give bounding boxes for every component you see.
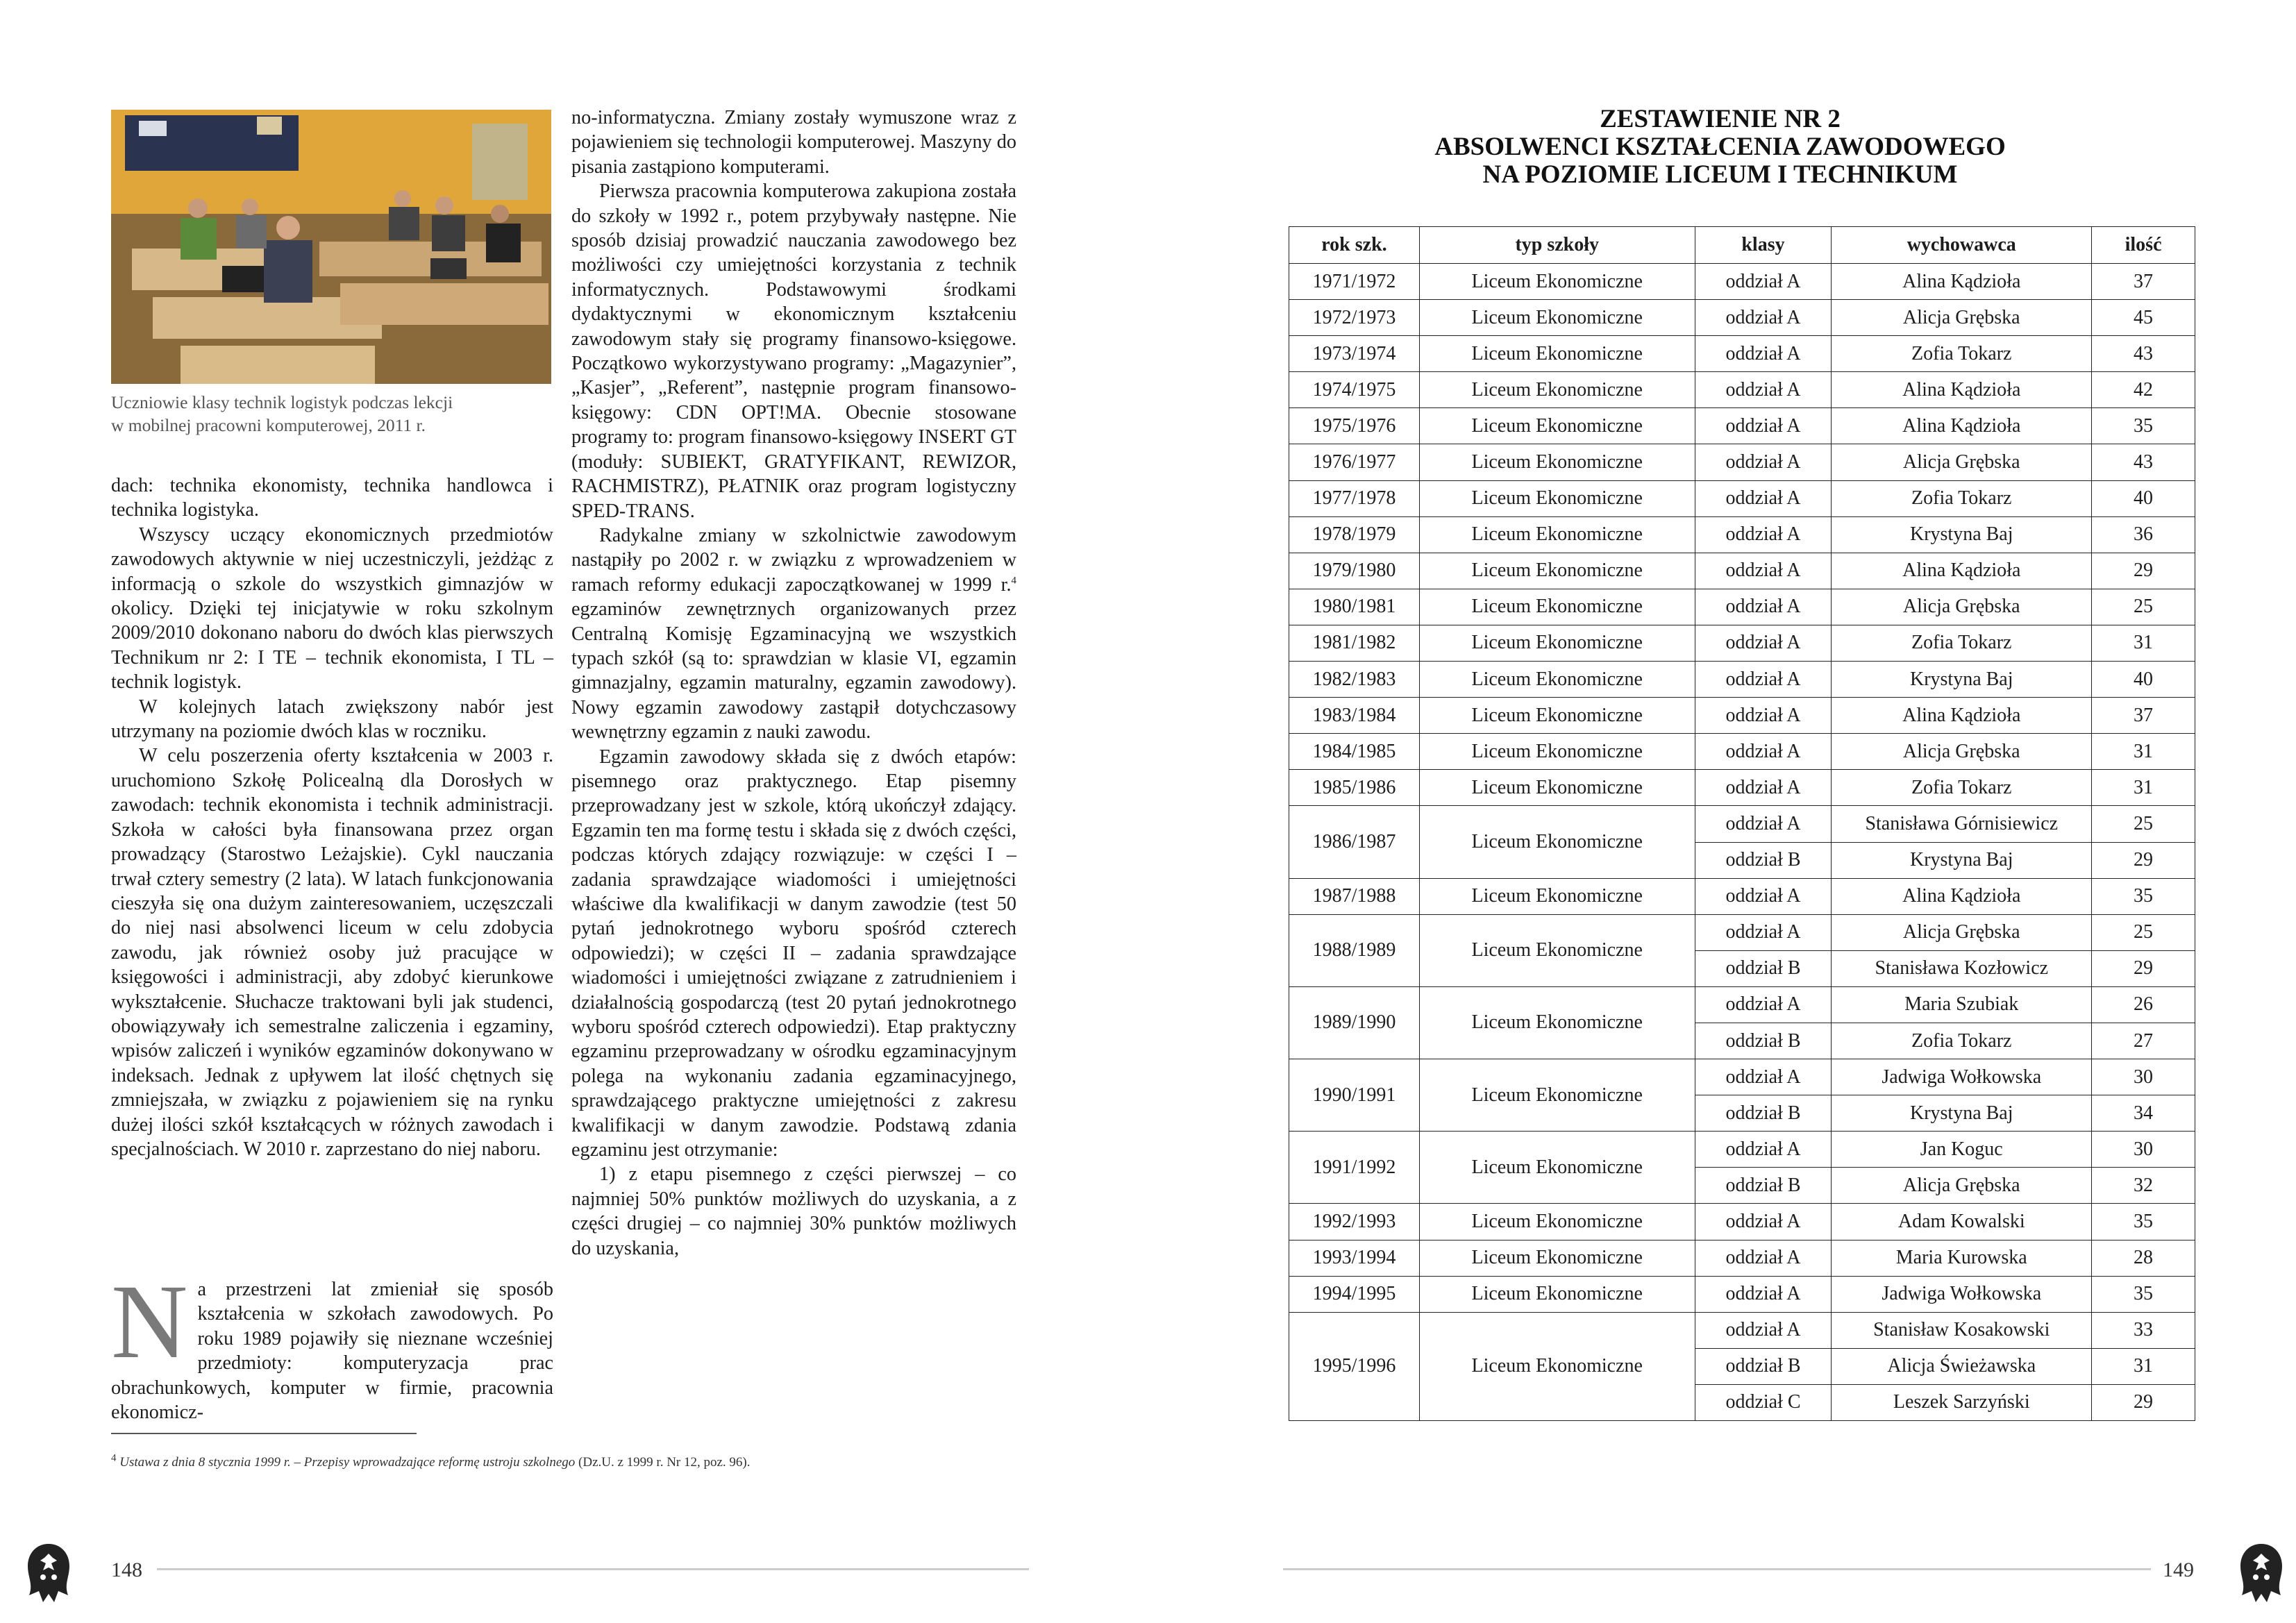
cell-teacher: Alicja Grębska	[1832, 589, 2092, 625]
cell-class: oddział A	[1695, 625, 1832, 661]
cell-class: oddział A	[1695, 444, 1832, 480]
cell-school-type: Liceum Ekonomiczne	[1419, 300, 1695, 336]
cell-year: 1980/1981	[1289, 589, 1420, 625]
footnote-rule	[111, 1433, 417, 1434]
cell-teacher: Alicja Grębska	[1832, 914, 2092, 950]
cell-count: 37	[2092, 698, 2195, 734]
table-row	[1289, 662, 2195, 698]
cell-year: 1977/1978	[1289, 480, 1420, 516]
cell-year: 1979/1980	[1289, 553, 1420, 589]
cell-school-type: Liceum Ekonomiczne	[1419, 625, 1695, 661]
cell-count: 30	[2092, 1132, 2195, 1168]
cell-count: 25	[2092, 806, 2195, 842]
cell-count: 31	[2092, 734, 2195, 770]
cell-class: oddział A	[1695, 336, 1832, 372]
paragraph: 1) z etapu pisemnego z części pierwszej – co najmniej 50% punktów możliwych do uzyskania, a z części drugiej – co najmniej 30% punktów możliwych do uzyskania,	[571, 1163, 1016, 1259]
school-emblem-icon	[2228, 1540, 2295, 1606]
cell-year: 1992/1993	[1289, 1204, 1420, 1240]
cell-year: 1989/1990	[1289, 986, 1420, 1059]
table-row	[1289, 372, 2195, 408]
cell-count: 29	[2092, 553, 2195, 589]
cell-class: oddział B	[1695, 1168, 1832, 1204]
cell-year: 1994/1995	[1289, 1276, 1420, 1312]
cell-class: oddział A	[1695, 986, 1832, 1023]
cell-class: oddział A	[1695, 1204, 1832, 1240]
table-row	[1289, 336, 2195, 372]
cell-count: 40	[2092, 480, 2195, 516]
table-row	[1289, 734, 2195, 770]
table-row	[1289, 480, 2195, 516]
cell-teacher: Alicja Grębska	[1832, 1168, 2092, 1204]
paragraph-with-footnote	[571, 523, 1016, 745]
classroom-photo-image	[111, 110, 551, 384]
cell-year: 1972/1973	[1289, 300, 1420, 336]
cell-class: oddział A	[1695, 698, 1832, 734]
cell-year: 1985/1986	[1289, 770, 1420, 806]
column-header: typ szkoły	[1419, 227, 1695, 264]
cell-year: 1976/1977	[1289, 444, 1420, 480]
cell-count: 36	[2092, 516, 2195, 553]
cell-year: 1973/1974	[1289, 336, 1420, 372]
footnote-title: Ustawa z dnia 8 stycznia 1999 r. – Przepisy wprowadzające reformę ustroju szkolnego	[119, 1455, 576, 1470]
cell-teacher: Krystyna Baj	[1832, 1095, 2092, 1132]
table-row	[1289, 1204, 2195, 1240]
cell-school-type: Liceum Ekonomiczne	[1419, 553, 1695, 589]
table-row	[1289, 625, 2195, 661]
cell-year: 1995/1996	[1289, 1312, 1420, 1420]
cell-teacher: Maria Kurowska	[1832, 1240, 2092, 1276]
cell-teacher: Zofia Tokarz	[1832, 770, 2092, 806]
cell-count: 30	[2092, 1059, 2195, 1095]
cell-teacher: Jadwiga Wołkowska	[1832, 1059, 2092, 1095]
cell-count: 25	[2092, 589, 2195, 625]
caption-line: w mobilnej pracowni komputerowej, 2011 r.	[111, 415, 426, 435]
cell-class: oddział A	[1695, 1312, 1832, 1348]
cell-teacher: Jan Koguc	[1832, 1132, 2092, 1168]
cell-teacher: Adam Kowalski	[1832, 1204, 2092, 1240]
table-row	[1289, 806, 2195, 842]
cell-class: oddział A	[1695, 734, 1832, 770]
cell-teacher: Jadwiga Wołkowska	[1832, 1276, 2092, 1312]
cell-teacher: Stanisława Górnisiewicz	[1832, 806, 2092, 842]
cell-class: oddział A	[1695, 264, 1832, 300]
paragraph-text: Radykalne zmiany w szkolnictwie zawodowym nastąpiły po 2002 r. w związku z wprowadzeniem w ramach reformy edukacji zapoczątkowanej w 1999 r.	[571, 524, 1016, 596]
cell-count: 27	[2092, 1023, 2195, 1059]
cell-school-type: Liceum Ekonomiczne	[1419, 264, 1695, 300]
cell-year: 1982/1983	[1289, 662, 1420, 698]
cell-count: 29	[2092, 1384, 2195, 1420]
text-column-2	[571, 106, 1016, 1261]
table-row	[1289, 516, 2195, 553]
table-row	[1289, 986, 2195, 1023]
table-title	[1280, 106, 2161, 189]
cell-class: oddział A	[1695, 480, 1832, 516]
table-row	[1289, 1059, 2195, 1095]
footer-rule	[1283, 1568, 2151, 1570]
table-row	[1289, 1132, 2195, 1168]
cell-school-type: Liceum Ekonomiczne	[1419, 986, 1695, 1059]
table-row	[1289, 444, 2195, 480]
cell-class: oddział B	[1695, 1023, 1832, 1059]
page-number: 148	[111, 1558, 142, 1581]
cell-count: 42	[2092, 372, 2195, 408]
table-row	[1289, 300, 2195, 336]
cell-year: 1990/1991	[1289, 1059, 1420, 1132]
title-line: NA POZIOMIE LICEUM I TECHNIKUM	[1482, 160, 1958, 189]
cell-school-type: Liceum Ekonomiczne	[1419, 1240, 1695, 1276]
cell-teacher: Alicja Grębska	[1832, 444, 2092, 480]
table-row	[1289, 408, 2195, 444]
cell-class: oddział A	[1695, 1059, 1832, 1095]
cell-school-type: Liceum Ekonomiczne	[1419, 1059, 1695, 1132]
table-row	[1289, 1240, 2195, 1276]
cell-class: oddział A	[1695, 372, 1832, 408]
cell-year: 1971/1972	[1289, 264, 1420, 300]
school-emblem-icon	[15, 1540, 82, 1606]
column-header: rok szk.	[1289, 227, 1420, 264]
column-header: wychowawca	[1832, 227, 2092, 264]
cell-count: 35	[2092, 878, 2195, 914]
cell-school-type: Liceum Ekonomiczne	[1419, 806, 1695, 878]
cell-year: 1991/1992	[1289, 1132, 1420, 1204]
cell-year: 1974/1975	[1289, 372, 1420, 408]
paragraph: Wszyscy uczący ekonomicznych przedmiotów zawodowych aktywnie w niej uczestniczyli, jeżdżąc z informacją o szkole do wszystkich gimnazjów w okolicy. Dzięki tej inicjatywie w roku szkolnym 2009/2010 dokonano naboru do dwóch klas pierwszych Technikum nr 2: I TE – technik ekonomista, I TL – technik logistyk.	[111, 523, 553, 693]
table-row	[1289, 770, 2195, 806]
cell-count: 43	[2092, 336, 2195, 372]
cell-teacher: Alicja Grębska	[1832, 300, 2092, 336]
photo-caption	[111, 391, 555, 437]
cell-school-type: Liceum Ekonomiczne	[1419, 516, 1695, 553]
cell-year: 1988/1989	[1289, 914, 1420, 986]
cell-year: 1986/1987	[1289, 806, 1420, 878]
cell-class: oddział A	[1695, 806, 1832, 842]
cell-count: 34	[2092, 1095, 2195, 1132]
cell-year: 1983/1984	[1289, 698, 1420, 734]
cell-count: 43	[2092, 444, 2195, 480]
cell-class: oddział B	[1695, 1095, 1832, 1132]
cell-teacher: Krystyna Baj	[1832, 516, 2092, 553]
cell-school-type: Liceum Ekonomiczne	[1419, 770, 1695, 806]
cell-count: 31	[2092, 625, 2195, 661]
text-column-1	[111, 473, 553, 1161]
paragraph: no-informatyczna. Zmiany zostały wymuszone wraz z pojawieniem się technologii komputerowej. Maszyny do pisania zastąpiono komputerami.	[571, 107, 1016, 178]
cell-count: 29	[2092, 950, 2195, 986]
cell-count: 31	[2092, 770, 2195, 806]
cell-year: 1978/1979	[1289, 516, 1420, 553]
cell-count: 35	[2092, 1204, 2195, 1240]
cell-class: oddział A	[1695, 662, 1832, 698]
cell-class: oddział B	[1695, 842, 1832, 878]
cell-school-type: Liceum Ekonomiczne	[1419, 336, 1695, 372]
footnote	[111, 1454, 1083, 1471]
cell-school-type: Liceum Ekonomiczne	[1419, 914, 1695, 986]
table-row	[1289, 698, 2195, 734]
cell-class: oddział A	[1695, 589, 1832, 625]
cell-count: 25	[2092, 914, 2195, 950]
cell-class: oddział A	[1695, 878, 1832, 914]
cell-school-type: Liceum Ekonomiczne	[1419, 372, 1695, 408]
footnote-mark: 4	[111, 1452, 117, 1464]
cell-school-type: Liceum Ekonomiczne	[1419, 1132, 1695, 1204]
cell-count: 31	[2092, 1348, 2195, 1384]
cell-school-type: Liceum Ekonomiczne	[1419, 480, 1695, 516]
dropcap-letter: N	[111, 1263, 188, 1381]
cell-teacher: Zofia Tokarz	[1832, 336, 2092, 372]
column-header: ilość	[2092, 227, 2195, 264]
cell-school-type: Liceum Ekonomiczne	[1419, 589, 1695, 625]
paragraph: dach: technika ekonomisty, technika handlowca i technika logistyka.	[111, 475, 553, 521]
cell-school-type: Liceum Ekonomiczne	[1419, 408, 1695, 444]
footnote-source: (Dz.U. z 1999 r. Nr 12, poz. 96).	[575, 1455, 751, 1470]
table-header-row	[1289, 227, 2195, 264]
cell-school-type: Liceum Ekonomiczne	[1419, 734, 1695, 770]
cell-class: oddział A	[1695, 553, 1832, 589]
cell-count: 35	[2092, 1276, 2195, 1312]
table-row	[1289, 589, 2195, 625]
cell-school-type: Liceum Ekonomiczne	[1419, 698, 1695, 734]
cell-teacher: Alina Kądzioła	[1832, 408, 2092, 444]
cell-count: 29	[2092, 842, 2195, 878]
paragraph: a przestrzeni lat zmieniał się sposób kształcenia w szkołach zawodowych. Po roku 1989 pojawiły się nieznane wcześniej przedmioty: komputeryzacja prac obrachunkowych, komputer w firmie, pracownia ekonomicz-	[111, 1279, 553, 1424]
cell-class: oddział C	[1695, 1384, 1832, 1420]
title-line: ZESTAWIENIE NR 2	[1600, 105, 1841, 133]
cell-teacher: Alicja Grębska	[1832, 734, 2092, 770]
cell-school-type: Liceum Ekonomiczne	[1419, 1312, 1695, 1420]
cell-teacher: Stanisława Kozłowicz	[1832, 950, 2092, 986]
cell-teacher: Alina Kądzioła	[1832, 878, 2092, 914]
cell-year: 1987/1988	[1289, 878, 1420, 914]
cell-class: oddział B	[1695, 950, 1832, 986]
paragraph-text: egzaminów zewnętrznych organizowanych przez Centralną Komisję Egzaminacyjną we wszystkich typach szkół (są to: sprawdzian w klasie VI, egzamin gimnazjalny, egzamin maturalny, egzamin zawodowy). Nowy egzamin zawodowy zastąpił dotychczasowy wewnętrzny egzamin z nauki zawodu.	[571, 598, 1016, 743]
page-number: 149	[2163, 1558, 2194, 1581]
cell-year: 1975/1976	[1289, 408, 1420, 444]
cell-count: 32	[2092, 1168, 2195, 1204]
cell-teacher: Alina Kądzioła	[1832, 553, 2092, 589]
cell-class: oddział A	[1695, 1240, 1832, 1276]
cell-year: 1993/1994	[1289, 1240, 1420, 1276]
classroom-photo	[111, 110, 551, 384]
cell-teacher: Leszek Sarzyński	[1832, 1384, 2092, 1420]
cell-class: oddział A	[1695, 1132, 1832, 1168]
cell-teacher: Zofia Tokarz	[1832, 480, 2092, 516]
paragraph: W celu poszerzenia oferty kształcenia w 2003 r. uruchomiono Szkołę Policealną dla Dorosłych w zawodach: technik ekonomista i technik administracji. Szkoła w całości była finansowana przez organ prowadzący (Starostwo Leżajskie). Cykl nauczania trwał cztery semestry (2 lata). W latach funkcjonowania cieszyła się ona dużym zainteresowaniem, uczęszczali do niej nasi absolwenci liceum w celu zdobycia zawodu, jak również osoby już pracujące w księgowości i administracji, aby zdobyć kierunkowe wykształcenie. Słuchacze traktowani byli jak studenci, obowiązywały ich semestralne zaliczenia i egzaminy, wpisów zaliczeń i wyników egzaminów dokonywano w indeksach. Jednak z upływem lat ilość chętnych się zmniejszała, w związku z pojawieniem się na rynku dużej ilości szkół kształcących w różnych zawodach i specjalnościach. W 2010 r. zaprzestano do niej naboru.	[111, 745, 553, 1160]
cell-teacher: Maria Szubiak	[1832, 986, 2092, 1023]
cell-teacher: Zofia Tokarz	[1832, 625, 2092, 661]
cell-school-type: Liceum Ekonomiczne	[1419, 878, 1695, 914]
graduates-table	[1289, 226, 2195, 1421]
cell-year: 1984/1985	[1289, 734, 1420, 770]
cell-school-type: Liceum Ekonomiczne	[1419, 662, 1695, 698]
cell-class: oddział A	[1695, 914, 1832, 950]
footnote-reference: 4	[1011, 575, 1016, 587]
table-row	[1289, 878, 2195, 914]
dropcap-section	[111, 1263, 553, 1424]
cell-class: oddział A	[1695, 300, 1832, 336]
footer-rule	[157, 1568, 1029, 1570]
cell-class: oddział B	[1695, 1348, 1832, 1384]
paragraph: Pierwsza pracownia komputerowa zakupiona została do szkoły w 1992 r., potem przybywały następne. Nie sposób dzisiaj prowadzić nauczania zawodowego bez możliwości czy umiejętności korzystania z technik informatycznych. Podstawowymi środkami dydaktycznymi w ekonomicznym kształceniu zawodowym stały się programy finansowo-księgowe. Początkowo wykorzystywano programy: „Magazynier”, „Kasjer”, „Referent”, następnie program finansowo-księgowy: CDN OPT!MA. Obecnie stosowane programy to: program finansowo-księgowy INSERT GT (moduły: SUBIEKT, GRATYFIKANT, REWIZOR, RACHMISTRZ), PŁATNIK oraz program logistyczny SPED-TRANS.	[571, 180, 1016, 522]
cell-count: 33	[2092, 1312, 2195, 1348]
table-body	[1289, 264, 2195, 1421]
table-row	[1289, 1276, 2195, 1312]
right-page	[1148, 0, 2296, 1623]
table-row	[1289, 1312, 2195, 1348]
cell-count: 28	[2092, 1240, 2195, 1276]
cell-class: oddział A	[1695, 770, 1832, 806]
cell-count: 40	[2092, 662, 2195, 698]
paragraph: Egzamin zawodowy składa się z dwóch etapów: pisemnego oraz praktycznego. Etap pisemny przeprowadzany jest w szkole, którą ukończył zdający. Egzamin ten ma formę testu i składa się z dwóch części, podczas których zdający rozwiązuje: w części I – zadania sprawdzające wiadomości i umiejętności właściwe dla kwalifikacji w danym zawodzie (test 50 pytań jednokrotnego wyboru spośród czterech odpowiedzi); w części II – zadania sprawdzające wiadomości i umiejętności związane z zatrudnieniem i działalnością gospodarczą (test 20 pytań jednokrotnego wyboru spośród czterech odpowiedzi). Etap praktyczny egzaminu przeprowadzany w ośrodku egzaminacyjnym polega na wykonaniu zadania egzaminacyjnego, sprawdzającego praktyczne umiejętności z zakresu kwalifikacji w danym zawodzie. Podstawą zdania egzaminu jest otrzymanie:	[571, 746, 1016, 1161]
cell-school-type: Liceum Ekonomiczne	[1419, 1276, 1695, 1312]
cell-class: oddział A	[1695, 408, 1832, 444]
paragraph: W kolejnych latach zwiększony nabór jest utrzymany na poziomie dwóch klas w roczniku.	[111, 696, 553, 743]
cell-teacher: Stanisław Kosakowski	[1832, 1312, 2092, 1348]
cell-count: 26	[2092, 986, 2195, 1023]
cell-count: 37	[2092, 264, 2195, 300]
cell-school-type: Liceum Ekonomiczne	[1419, 444, 1695, 480]
table-row	[1289, 264, 2195, 300]
cell-class: oddział A	[1695, 516, 1832, 553]
cell-teacher: Alina Kądzioła	[1832, 264, 2092, 300]
title-line: ABSOLWENCI KSZTAŁCENIA ZAWODOWEGO	[1434, 133, 2006, 161]
cell-teacher: Krystyna Baj	[1832, 842, 2092, 878]
cell-teacher: Krystyna Baj	[1832, 662, 2092, 698]
cell-school-type: Liceum Ekonomiczne	[1419, 1204, 1695, 1240]
column-header: klasy	[1695, 227, 1832, 264]
cell-year: 1981/1982	[1289, 625, 1420, 661]
table-row	[1289, 553, 2195, 589]
cell-class: oddział A	[1695, 1276, 1832, 1312]
cell-count: 35	[2092, 408, 2195, 444]
cell-teacher: Zofia Tokarz	[1832, 1023, 2092, 1059]
cell-teacher: Alina Kądzioła	[1832, 372, 2092, 408]
caption-line: Uczniowie klasy technik logistyk podczas lekcji	[111, 392, 453, 412]
cell-teacher: Alicja Świeżawska	[1832, 1348, 2092, 1384]
cell-teacher: Alina Kądzioła	[1832, 698, 2092, 734]
cell-count: 45	[2092, 300, 2195, 336]
table-row	[1289, 914, 2195, 950]
